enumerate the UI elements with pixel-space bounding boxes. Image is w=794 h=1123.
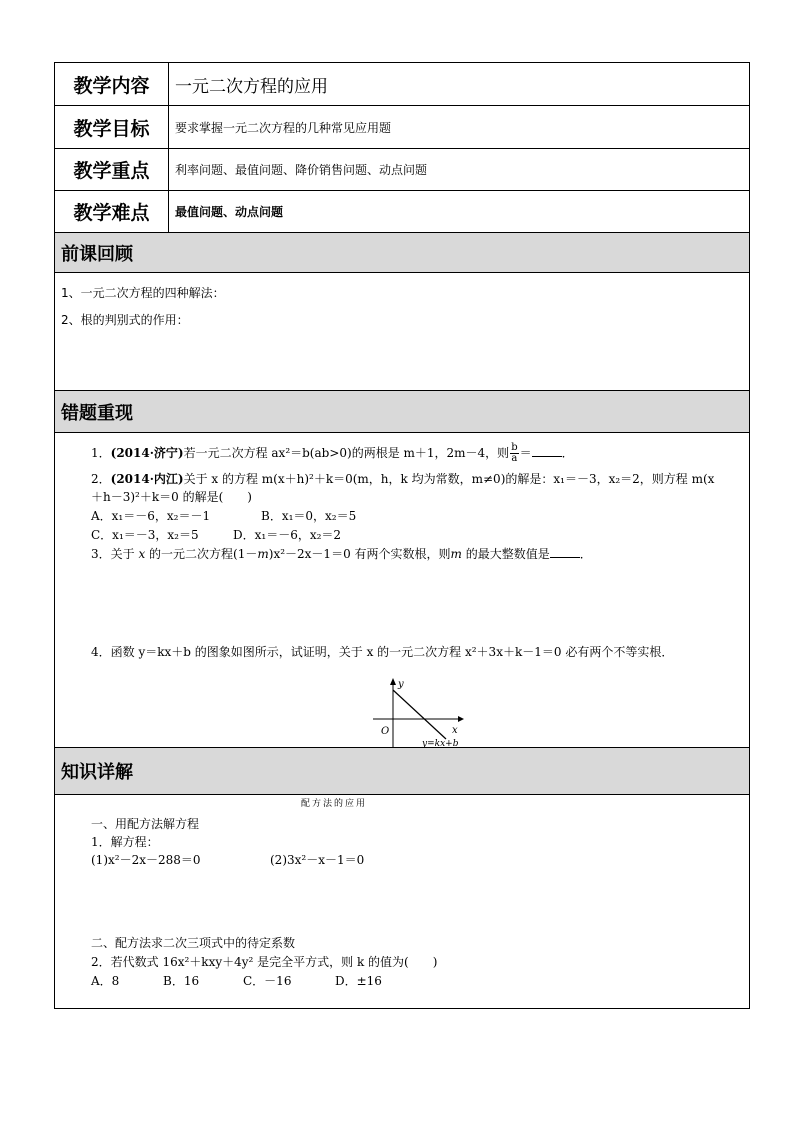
p2-option-d: D．x₁＝－6，x₂＝2 bbox=[233, 528, 342, 542]
p3-var-m: m bbox=[257, 547, 269, 561]
p3-mid: 的一元二次方程(1－ bbox=[145, 547, 258, 561]
p1-end: ． bbox=[561, 446, 574, 460]
p3-rest: )x²－2x－1＝0 有两个实数根，则 bbox=[268, 547, 451, 561]
section-2-option-d: D．±16 bbox=[335, 974, 382, 988]
p2-text: 关于 x 的方程 m(x＋h)²＋k＝0(m，h，k 均为常数，m≠0)的解是：x₁＝－3，x₂＝2，则方程 m(x bbox=[183, 472, 715, 486]
section-header-review bbox=[55, 233, 749, 273]
label-teaching-content: 教学内容 bbox=[55, 63, 169, 105]
graph-x-label: x bbox=[452, 725, 458, 736]
value-difficult-points: 最值问题、动点问题 bbox=[175, 205, 284, 219]
error-problem-4: 4．函数 y＝kx＋b 的图象如图所示，试证明，关于 x 的一元二次方程 x²＋3x＋k－1＝0 必有两个不等实根． bbox=[91, 645, 674, 659]
p2-option-c: C．x₁＝－3，x₂＝5 bbox=[91, 528, 199, 542]
p2-option-b: B．x₁＝0，x₂＝5 bbox=[261, 509, 357, 523]
label-key-points: 教学重点 bbox=[55, 149, 169, 190]
error-problem-2 bbox=[91, 473, 714, 485]
p2-source: (2014·内江) bbox=[110, 472, 184, 486]
p3-pre: 3．关于 bbox=[91, 547, 139, 561]
p3-var-m2: m bbox=[450, 547, 462, 561]
label-difficult-points: 教学难点 bbox=[55, 191, 169, 232]
p1-number: 1． bbox=[91, 446, 111, 460]
section-1-title: 一、用配方法解方程 bbox=[91, 817, 200, 831]
section-2-option-b: B．16 bbox=[163, 974, 200, 988]
p2-number: 2． bbox=[91, 472, 111, 486]
graph-function-label: y=kx+b bbox=[422, 739, 459, 748]
section-2-option-a: A．8 bbox=[91, 974, 120, 988]
section-1-question: 1．解方程： bbox=[91, 835, 159, 849]
review-question-2: 2、根的判别式的作用： bbox=[61, 313, 189, 327]
p3-var-x: x bbox=[138, 547, 146, 561]
knowledge-subtitle: 配方法的应用 bbox=[301, 799, 368, 809]
row-key-points bbox=[55, 149, 749, 191]
p1-fraction bbox=[510, 443, 518, 464]
p1-frac-den: a bbox=[511, 453, 518, 464]
error-problem-3 bbox=[91, 548, 592, 560]
p3-tail: 的最大整数值是 bbox=[461, 547, 550, 561]
p1-text: 若一元二次方程 ax²＝b(ab>0)的两根是 m＋1，2m－4，则 bbox=[183, 446, 510, 460]
p2-option-a: A．x₁＝－6，x₂＝－1 bbox=[91, 509, 211, 523]
errors-title: 错题重现 bbox=[61, 402, 133, 424]
section-header-errors bbox=[55, 391, 749, 433]
graph-y-label: y bbox=[398, 679, 404, 690]
lesson-plan-table bbox=[54, 62, 750, 1009]
review-title: 前课回顾 bbox=[61, 243, 133, 265]
knowledge-body bbox=[55, 795, 749, 1009]
section-2-title: 二、配方法求二次三项式中的待定系数 bbox=[91, 936, 296, 950]
linear-function-graph bbox=[370, 673, 480, 748]
graph-line bbox=[393, 690, 446, 739]
p3-blank bbox=[550, 556, 580, 558]
value-teaching-goal: 要求掌握一元二次方程的几种常见应用题 bbox=[175, 120, 392, 135]
p1-eq: ＝ bbox=[519, 446, 532, 460]
p2-line-2: ＋h－3)²＋k＝0 的解是( ) bbox=[91, 490, 252, 504]
p3-end: ． bbox=[579, 547, 592, 561]
p1-source: (2014·济宁) bbox=[110, 446, 184, 460]
row-difficult-points bbox=[55, 191, 749, 233]
p1-frac-num: b bbox=[511, 442, 518, 453]
knowledge-title: 知识详解 bbox=[61, 762, 133, 783]
value-teaching-content: 一元二次方程的应用 bbox=[175, 76, 328, 97]
section-2-option-c: C．－16 bbox=[243, 974, 292, 988]
section-1-equation-1: (1)x²－2x－288＝0 bbox=[91, 853, 201, 867]
graph-x-arrow bbox=[458, 716, 464, 722]
review-body bbox=[55, 273, 749, 391]
row-teaching-content bbox=[55, 63, 749, 106]
section-1-equation-2: (2)3x²－x－1＝0 bbox=[270, 853, 365, 867]
value-key-points: 利率问题、最值问题、降价销售问题、动点问题 bbox=[175, 163, 428, 177]
graph-y-arrow bbox=[390, 678, 396, 685]
section-2-question: 2．若代数式 16x²＋kxy＋4y² 是完全平方式，则 k 的值为( ) bbox=[91, 955, 438, 969]
error-problem-1 bbox=[91, 443, 574, 464]
section-header-knowledge bbox=[55, 748, 749, 795]
p1-blank bbox=[532, 455, 562, 457]
errors-body bbox=[55, 433, 749, 748]
review-question-1: 1、一元二次方程的四种解法： bbox=[61, 286, 225, 300]
graph-origin-label: O bbox=[381, 726, 390, 737]
label-teaching-goal: 教学目标 bbox=[55, 106, 169, 148]
row-teaching-goal bbox=[55, 106, 749, 149]
